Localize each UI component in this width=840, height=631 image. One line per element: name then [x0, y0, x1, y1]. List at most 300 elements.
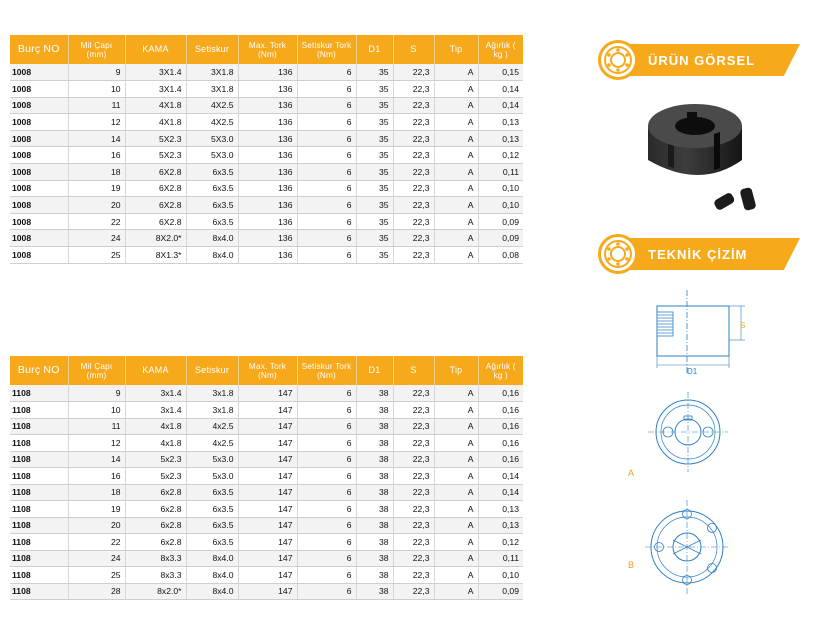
table-cell: 22,3: [393, 517, 434, 534]
table-cell: A: [434, 164, 478, 181]
table-cell: 8x4.0: [186, 230, 238, 247]
table-cell: 5x2.3: [125, 468, 186, 485]
table-cell: A: [434, 230, 478, 247]
table-cell: 0,09: [478, 230, 523, 247]
table-cell: 0,09: [478, 583, 523, 600]
table-cell: 6: [297, 583, 356, 600]
table-cell: 35: [356, 180, 393, 197]
column-header: KAMA: [125, 356, 186, 385]
table-cell: A: [434, 468, 478, 485]
table-cell: 1008: [10, 81, 68, 98]
table-row: [10, 418, 523, 435]
spec-table-1008: [10, 35, 523, 264]
table-cell: 1008: [10, 147, 68, 164]
table-cell: 6: [297, 247, 356, 264]
table-cell: 11: [68, 97, 125, 114]
table-cell: 6x3.5: [186, 213, 238, 230]
table-cell: 22,3: [393, 435, 434, 452]
view-b-label: B: [628, 560, 635, 570]
table-cell: 0,16: [478, 402, 523, 419]
table-cell: 0,13: [478, 517, 523, 534]
view-a-label: A: [628, 468, 635, 478]
table-cell: 136: [238, 114, 297, 131]
table-cell: A: [434, 81, 478, 98]
table-cell: 8x3.3: [125, 567, 186, 584]
table-cell: 22,3: [393, 534, 434, 551]
table-cell: 0,13: [478, 501, 523, 518]
table-cell: 147: [238, 517, 297, 534]
table-cell: 5X3.0: [186, 147, 238, 164]
table-cell: 0,09: [478, 213, 523, 230]
table-cell: 136: [238, 147, 297, 164]
front-view-b-drawing: [645, 500, 730, 595]
table-cell: 3x1.8: [186, 402, 238, 419]
table-cell: 8x2.0*: [125, 583, 186, 600]
table-cell: 0,08: [478, 247, 523, 264]
table-cell: 22,3: [393, 484, 434, 501]
table-cell: A: [434, 567, 478, 584]
table-cell: A: [434, 64, 478, 81]
table-cell: 6: [297, 484, 356, 501]
table-cell: 20: [68, 517, 125, 534]
table-row: [10, 130, 523, 147]
table-cell: 6x3.5: [186, 534, 238, 551]
table-row: [10, 147, 523, 164]
table-cell: 35: [356, 64, 393, 81]
table-cell: 19: [68, 501, 125, 518]
table-cell: 35: [356, 114, 393, 131]
table-cell: 16: [68, 468, 125, 485]
table-cell: 1008: [10, 114, 68, 131]
table-row: [10, 567, 523, 584]
table-cell: 35: [356, 97, 393, 114]
banner-title: ÜRÜN GÖRSEL: [648, 53, 756, 68]
table-cell: 18: [68, 484, 125, 501]
table-cell: 0,14: [478, 468, 523, 485]
table-cell: 136: [238, 164, 297, 181]
table-body: [10, 64, 523, 263]
table-cell: A: [434, 435, 478, 452]
table-cell: 3X1.8: [186, 64, 238, 81]
table-row: [10, 517, 523, 534]
table-cell: 35: [356, 247, 393, 264]
table-cell: 136: [238, 230, 297, 247]
table-cell: A: [434, 130, 478, 147]
table-cell: 22,3: [393, 97, 434, 114]
table-cell: 4x1.8: [125, 435, 186, 452]
column-header: Tip: [434, 356, 478, 385]
table-cell: 9: [68, 64, 125, 81]
table-cell: 9: [68, 385, 125, 402]
banner-title: TEKNİK ÇİZİM: [648, 247, 748, 262]
table-cell: 22,3: [393, 147, 434, 164]
table-cell: 6: [297, 451, 356, 468]
table-cell: 1008: [10, 64, 68, 81]
table-cell: A: [434, 97, 478, 114]
table-row: [10, 64, 523, 81]
column-header: Setiskur: [186, 35, 238, 64]
column-header: Max. Tork (Nm): [238, 35, 297, 64]
column-header: Setiskur: [186, 356, 238, 385]
table-cell: 147: [238, 385, 297, 402]
table-cell: 6X2.8: [125, 197, 186, 214]
table-cell: 136: [238, 197, 297, 214]
spec-table-1108: [10, 356, 523, 600]
table-cell: 22: [68, 213, 125, 230]
table-row: [10, 197, 523, 214]
table-cell: 136: [238, 64, 297, 81]
table-cell: 22,3: [393, 213, 434, 230]
table-cell: 6x3.5: [186, 501, 238, 518]
table-cell: 38: [356, 484, 393, 501]
table-cell: 4x1.8: [125, 418, 186, 435]
table-cell: 1108: [10, 451, 68, 468]
table-cell: 8x4.0: [186, 583, 238, 600]
table-cell: 147: [238, 550, 297, 567]
table-cell: A: [434, 484, 478, 501]
column-header: Mil Çapı (mm): [68, 35, 125, 64]
column-header: Max. Tork (Nm): [238, 356, 297, 385]
table-cell: 6: [297, 550, 356, 567]
table-row: [10, 501, 523, 518]
table-cell: 14: [68, 130, 125, 147]
table-cell: 25: [68, 567, 125, 584]
table-cell: 35: [356, 164, 393, 181]
table-cell: 147: [238, 501, 297, 518]
column-header: Ağırlık ( kg ): [478, 35, 523, 64]
table-cell: 1108: [10, 567, 68, 584]
table-cell: 1008: [10, 213, 68, 230]
table-cell: 22: [68, 534, 125, 551]
table-cell: 35: [356, 197, 393, 214]
table-row: [10, 164, 523, 181]
table-row: [10, 247, 523, 264]
table-row: [10, 451, 523, 468]
table-cell: 38: [356, 550, 393, 567]
table-cell: 1108: [10, 468, 68, 485]
table-cell: 38: [356, 451, 393, 468]
table-cell: 147: [238, 534, 297, 551]
table-cell: 6x3.5: [186, 180, 238, 197]
table-cell: A: [434, 534, 478, 551]
table-cell: 10: [68, 402, 125, 419]
table-cell: 147: [238, 451, 297, 468]
table-cell: 22,3: [393, 468, 434, 485]
table-cell: 4X1.8: [125, 114, 186, 131]
table-cell: 6x2.8: [125, 534, 186, 551]
table-cell: A: [434, 114, 478, 131]
table-cell: 6x2.8: [125, 501, 186, 518]
front-view-a-drawing: [648, 392, 728, 472]
table-cell: 19: [68, 180, 125, 197]
table-cell: 5x3.0: [186, 451, 238, 468]
table-cell: 3x1.4: [125, 385, 186, 402]
table-cell: 5x3.0: [186, 468, 238, 485]
table-cell: 5X2.3: [125, 130, 186, 147]
table-cell: A: [434, 451, 478, 468]
table-cell: 14: [68, 451, 125, 468]
table-row: [10, 468, 523, 485]
table-cell: A: [434, 583, 478, 600]
table-cell: A: [434, 213, 478, 230]
table-cell: 4X2.5: [186, 114, 238, 131]
table-cell: 22,3: [393, 451, 434, 468]
column-header: Setiskur Tork (Nm): [297, 35, 356, 64]
column-header: Tip: [434, 35, 478, 64]
table-cell: 0,16: [478, 435, 523, 452]
table-cell: A: [434, 247, 478, 264]
table-cell: 6: [297, 468, 356, 485]
table-row: [10, 550, 523, 567]
table-cell: 6: [297, 97, 356, 114]
table-header-row: [10, 35, 523, 64]
table-cell: 35: [356, 81, 393, 98]
table-cell: 136: [238, 213, 297, 230]
table-cell: A: [434, 501, 478, 518]
side-view-drawing: [645, 288, 755, 376]
table-row: [10, 81, 523, 98]
table-cell: 1108: [10, 418, 68, 435]
bearing-icon: [598, 40, 638, 80]
table-cell: 136: [238, 81, 297, 98]
column-header: Setiskur Tork (Nm): [297, 356, 356, 385]
table-cell: 6X2.8: [125, 180, 186, 197]
table-cell: 28: [68, 583, 125, 600]
table-row: [10, 583, 523, 600]
table-row: [10, 484, 523, 501]
table-cell: 35: [356, 213, 393, 230]
table-row: [10, 534, 523, 551]
table-cell: 6: [297, 385, 356, 402]
table-cell: 136: [238, 130, 297, 147]
table-cell: 6x2.8: [125, 484, 186, 501]
table-cell: 3X1.4: [125, 81, 186, 98]
table-cell: A: [434, 385, 478, 402]
table-row: [10, 230, 523, 247]
table-cell: 6: [297, 501, 356, 518]
table-cell: 1108: [10, 435, 68, 452]
dimension-s-label: S: [740, 321, 746, 330]
table-cell: 6: [297, 130, 356, 147]
table-cell: 0,12: [478, 534, 523, 551]
table-cell: 11: [68, 418, 125, 435]
table-cell: 0,10: [478, 197, 523, 214]
table-cell: 8x4.0: [186, 550, 238, 567]
table-cell: 6: [297, 81, 356, 98]
table-cell: 3X1.8: [186, 81, 238, 98]
table-cell: 6: [297, 64, 356, 81]
table-cell: 147: [238, 567, 297, 584]
table-cell: 1108: [10, 501, 68, 518]
table-cell: 18: [68, 164, 125, 181]
table-row: [10, 385, 523, 402]
table-cell: 0,14: [478, 81, 523, 98]
table-cell: 1108: [10, 385, 68, 402]
table-cell: 5X3.0: [186, 130, 238, 147]
table-cell: 0,14: [478, 97, 523, 114]
table-cell: 22,3: [393, 81, 434, 98]
table-cell: 38: [356, 418, 393, 435]
table-cell: 1108: [10, 517, 68, 534]
table-cell: 147: [238, 418, 297, 435]
table-cell: 24: [68, 230, 125, 247]
table-cell: 6x3.5: [186, 197, 238, 214]
table-cell: 0,10: [478, 180, 523, 197]
table-cell: 0,15: [478, 64, 523, 81]
table-cell: 22,3: [393, 164, 434, 181]
table-cell: 6: [297, 114, 356, 131]
table-cell: 0,13: [478, 130, 523, 147]
table-cell: 6x2.8: [125, 517, 186, 534]
table-row: [10, 435, 523, 452]
table-cell: 6X2.8: [125, 213, 186, 230]
table-cell: 6: [297, 534, 356, 551]
table-cell: 38: [356, 385, 393, 402]
table-cell: 147: [238, 583, 297, 600]
table-cell: 1108: [10, 550, 68, 567]
table-cell: 38: [356, 468, 393, 485]
dimension-d1-label: D1: [687, 367, 698, 376]
table-cell: A: [434, 147, 478, 164]
table-cell: 6: [297, 435, 356, 452]
table-cell: 4X2.5: [186, 97, 238, 114]
table-cell: 1108: [10, 534, 68, 551]
product-image-banner: [598, 40, 803, 80]
table-cell: 5x2.3: [125, 451, 186, 468]
table-row: [10, 180, 523, 197]
table-cell: 25: [68, 247, 125, 264]
table-cell: 38: [356, 583, 393, 600]
table-cell: 22,3: [393, 114, 434, 131]
table-cell: 38: [356, 501, 393, 518]
table-cell: 22,3: [393, 385, 434, 402]
table-cell: 0,10: [478, 567, 523, 584]
table-cell: 6: [297, 418, 356, 435]
table-cell: 6X2.8: [125, 164, 186, 181]
table-cell: 12: [68, 435, 125, 452]
column-header: S: [393, 356, 434, 385]
table-cell: 6: [297, 230, 356, 247]
table-body: [10, 385, 523, 600]
table-cell: 35: [356, 147, 393, 164]
table-cell: 1008: [10, 197, 68, 214]
table-cell: 6: [297, 402, 356, 419]
column-header: KAMA: [125, 35, 186, 64]
table-cell: 22,3: [393, 583, 434, 600]
table-cell: 147: [238, 484, 297, 501]
table-cell: 22,3: [393, 418, 434, 435]
table-cell: 22,3: [393, 501, 434, 518]
table-cell: 4X1.8: [125, 97, 186, 114]
table-cell: 147: [238, 468, 297, 485]
table-row: [10, 213, 523, 230]
set-screw-icon: [713, 187, 757, 211]
table-header-row: [10, 356, 523, 385]
table-cell: 6: [297, 164, 356, 181]
table-cell: 147: [238, 402, 297, 419]
table-cell: 38: [356, 534, 393, 551]
table-cell: 5X2.3: [125, 147, 186, 164]
bearing-icon: [598, 234, 638, 274]
table-cell: 0,16: [478, 385, 523, 402]
table-cell: 0,11: [478, 550, 523, 567]
table-cell: A: [434, 197, 478, 214]
table-cell: 136: [238, 247, 297, 264]
table-cell: A: [434, 550, 478, 567]
table-cell: 6: [297, 180, 356, 197]
table-cell: 147: [238, 435, 297, 452]
table-cell: A: [434, 180, 478, 197]
table-cell: 6x3.5: [186, 164, 238, 181]
table-cell: 0,16: [478, 418, 523, 435]
table-row: [10, 402, 523, 419]
table-cell: A: [434, 402, 478, 419]
table-cell: 6: [297, 517, 356, 534]
table-cell: 4x2.5: [186, 435, 238, 452]
table-cell: 6x3.5: [186, 517, 238, 534]
column-header: Burç NO: [10, 35, 68, 64]
column-header: Ağırlık ( kg ): [478, 356, 523, 385]
table-cell: A: [434, 517, 478, 534]
table-cell: 22,3: [393, 550, 434, 567]
table-cell: 22,3: [393, 402, 434, 419]
column-header: D1: [356, 356, 393, 385]
table-cell: 1008: [10, 97, 68, 114]
table-cell: 1008: [10, 230, 68, 247]
table-cell: 8X2.0*: [125, 230, 186, 247]
table-cell: 3X1.4: [125, 64, 186, 81]
table-cell: 22,3: [393, 247, 434, 264]
table-cell: 8x4.0: [186, 247, 238, 264]
table-cell: 3x1.4: [125, 402, 186, 419]
table-cell: 22,3: [393, 130, 434, 147]
column-header: Burç NO: [10, 356, 68, 385]
table-cell: 38: [356, 402, 393, 419]
table-cell: 6: [297, 147, 356, 164]
taper-bush-product-image: [640, 98, 770, 223]
table-cell: 1008: [10, 130, 68, 147]
table-cell: 1108: [10, 583, 68, 600]
table-row: [10, 97, 523, 114]
table-cell: 0,13: [478, 114, 523, 131]
table-cell: 1108: [10, 484, 68, 501]
table-cell: 16: [68, 147, 125, 164]
table-cell: 8x3.3: [125, 550, 186, 567]
table-cell: 4x2.5: [186, 418, 238, 435]
table-row: [10, 114, 523, 131]
table-cell: 22,3: [393, 230, 434, 247]
table-cell: 136: [238, 97, 297, 114]
table-cell: 22,3: [393, 567, 434, 584]
table-cell: 8X1.3*: [125, 247, 186, 264]
table-cell: 38: [356, 567, 393, 584]
table-cell: 1008: [10, 180, 68, 197]
table-cell: 6: [297, 197, 356, 214]
table-cell: 6: [297, 213, 356, 230]
column-header: S: [393, 35, 434, 64]
table-cell: 20: [68, 197, 125, 214]
table-cell: 10: [68, 81, 125, 98]
table-cell: 6: [297, 567, 356, 584]
table-cell: 38: [356, 435, 393, 452]
table-cell: 22,3: [393, 180, 434, 197]
table-cell: 3x1.8: [186, 385, 238, 402]
table-cell: 35: [356, 230, 393, 247]
column-header: Mil Çapı (mm): [68, 356, 125, 385]
table-cell: 38: [356, 517, 393, 534]
table-cell: 1008: [10, 164, 68, 181]
technical-drawing-banner: [598, 234, 803, 274]
